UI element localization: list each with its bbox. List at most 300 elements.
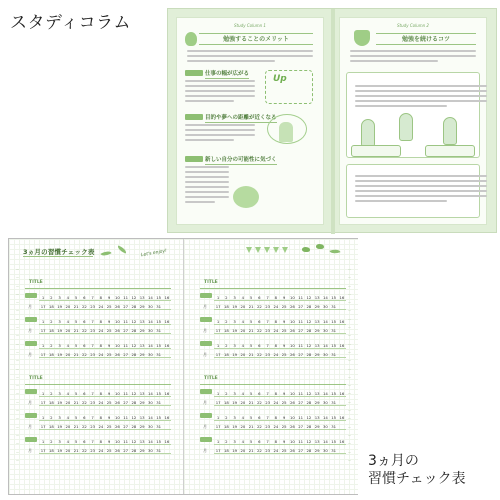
day-cell[interactable]: 26 [289,352,295,357]
day-cell[interactable]: 14 [147,439,153,444]
day-cell[interactable]: 26 [114,304,120,309]
day-cell[interactable]: 17 [215,448,221,453]
day-cell[interactable]: 12 [306,439,312,444]
day-cell[interactable]: 16 [339,439,345,444]
day-cell[interactable]: 27 [123,424,129,429]
day-cell[interactable]: 30 [147,328,153,333]
day-cell[interactable]: 4 [64,295,72,301]
day-cell[interactable]: 1 [214,295,222,301]
day-cell[interactable]: 14 [322,391,328,396]
day-cell[interactable]: 1 [214,343,222,349]
day-cell[interactable]: 17 [215,304,221,309]
day-cell[interactable]: 1 [39,343,47,349]
day-cell[interactable]: 26 [114,328,120,333]
day-cell[interactable]: 17 [215,328,221,333]
day-cell[interactable]: 24 [273,352,279,357]
day-cell[interactable]: 17 [215,400,221,405]
day-cell[interactable]: 11 [123,319,129,324]
day-cell[interactable]: 13 [139,319,145,324]
day-cell[interactable]: 13 [314,343,320,348]
day-cell[interactable]: 1 [214,319,222,325]
day-cell[interactable]: 1 [39,439,47,445]
day-cell[interactable] [163,448,171,454]
day-cell[interactable]: 21 [73,328,79,333]
day-cell[interactable]: 15 [156,439,162,444]
day-cell[interactable]: 20 [65,448,71,453]
day-cell[interactable]: 6 [255,295,263,301]
day-cell[interactable]: 29 [139,424,145,429]
day-cell[interactable]: 10 [114,439,120,444]
day-cell[interactable]: 5 [72,343,80,349]
day-cell[interactable]: 30 [322,328,328,333]
day-cell[interactable]: 10 [114,295,120,300]
day-cell[interactable]: 24 [273,424,279,429]
day-cell[interactable]: 21 [248,352,254,357]
day-cell[interactable]: 16 [339,343,345,348]
day-cell[interactable] [338,304,346,310]
day-cell[interactable]: 2 [222,343,230,349]
day-cell[interactable]: 19 [232,304,238,309]
day-cell[interactable]: 8 [272,415,280,421]
day-cell[interactable]: 30 [147,304,153,309]
day-cell[interactable]: 5 [247,295,255,301]
day-cell[interactable]: 22 [81,400,87,405]
day-cell[interactable]: 28 [131,328,137,333]
day-cell[interactable]: 28 [306,304,312,309]
day-cell[interactable]: 9 [105,415,113,421]
day-cell[interactable]: 7 [264,319,272,325]
day-cell[interactable]: 19 [57,328,63,333]
day-cell[interactable]: 3 [231,343,239,349]
day-cell[interactable]: 30 [322,352,328,357]
day-cell[interactable]: 29 [139,328,145,333]
day-cell[interactable]: 25 [106,328,112,333]
habit-title-field[interactable] [200,279,346,289]
day-cell[interactable]: 5 [72,391,80,397]
day-cell[interactable]: 10 [289,319,295,324]
day-cell[interactable]: 20 [65,424,71,429]
day-cell[interactable]: 18 [48,424,54,429]
day-cell[interactable]: 17 [40,424,46,429]
day-cell[interactable]: 14 [147,295,153,300]
day-cell[interactable]: 23 [265,424,271,429]
day-cell[interactable]: 31 [156,424,162,429]
day-cell[interactable]: 8 [97,415,105,421]
day-cell[interactable]: 11 [298,439,304,444]
day-cell[interactable]: 1 [39,319,47,325]
day-cell[interactable]: 13 [314,295,320,300]
day-cell[interactable]: 19 [57,304,63,309]
day-cell[interactable]: 16 [164,415,170,420]
day-cell[interactable]: 24 [98,352,104,357]
day-cell[interactable]: 16 [164,343,170,348]
day-cell[interactable]: 30 [322,304,328,309]
habit-title-field[interactable] [25,375,171,385]
day-cell[interactable]: 29 [314,448,320,453]
day-cell[interactable]: 5 [72,319,80,325]
day-cell[interactable]: 9 [105,343,113,349]
day-cell[interactable]: 3 [56,319,64,325]
day-cell[interactable]: 30 [322,424,328,429]
day-cell[interactable]: 18 [223,352,229,357]
day-cell[interactable]: 9 [280,343,288,349]
day-cell[interactable]: 9 [105,439,113,445]
day-cell[interactable]: 20 [240,424,246,429]
day-cell[interactable]: 27 [123,400,129,405]
day-cell[interactable]: 19 [57,448,63,453]
day-cell[interactable]: 25 [106,304,112,309]
day-cell[interactable]: 3 [56,343,64,349]
day-cell[interactable]: 12 [131,343,137,348]
day-cell[interactable]: 31 [331,304,337,309]
day-cell[interactable]: 26 [114,448,120,453]
day-cell[interactable]: 22 [81,352,87,357]
day-cell[interactable]: 25 [281,304,287,309]
day-cell[interactable]: 21 [73,424,79,429]
day-cell[interactable]: 20 [240,352,246,357]
day-cell[interactable]: 2 [47,415,55,421]
day-cell[interactable]: 5 [72,295,80,301]
day-cell[interactable]: 22 [81,328,87,333]
day-cell[interactable]: 28 [306,352,312,357]
day-cell[interactable]: 19 [232,352,238,357]
day-cell[interactable]: 2 [47,391,55,397]
day-cell[interactable]: 31 [156,400,162,405]
day-cell[interactable]: 23 [265,400,271,405]
day-cell[interactable]: 16 [164,439,170,444]
day-cell[interactable]: 20 [240,328,246,333]
day-cell[interactable]: 14 [322,295,328,300]
day-cell[interactable]: 11 [298,319,304,324]
day-cell[interactable]: 16 [164,319,170,324]
day-cell[interactable]: 25 [106,424,112,429]
day-cell[interactable]: 21 [248,328,254,333]
day-cell[interactable]: 29 [139,400,145,405]
day-cell[interactable]: 4 [64,439,72,445]
day-cell[interactable]: 7 [89,415,97,421]
day-cell[interactable]: 23 [265,328,271,333]
day-cell[interactable]: 23 [90,424,96,429]
day-cell[interactable]: 5 [247,391,255,397]
day-cell[interactable]: 25 [106,352,112,357]
day-cell[interactable]: 9 [280,295,288,301]
day-cell[interactable]: 9 [105,319,113,325]
day-cell[interactable]: 6 [255,391,263,397]
day-cell[interactable]: 1 [214,439,222,445]
day-cell[interactable]: 25 [281,424,287,429]
day-cell[interactable]: 14 [322,343,328,348]
day-cell[interactable]: 11 [298,295,304,300]
day-cell[interactable]: 19 [232,424,238,429]
day-cell[interactable]: 15 [156,391,162,396]
day-cell[interactable]: 6 [255,343,263,349]
day-cell[interactable]: 29 [314,424,320,429]
day-cell[interactable]: 18 [48,352,54,357]
day-cell[interactable]: 31 [331,352,337,357]
day-cell[interactable]: 3 [56,439,64,445]
day-cell[interactable]: 3 [231,415,239,421]
day-cell[interactable]: 27 [123,352,129,357]
day-cell[interactable]: 30 [322,400,328,405]
day-cell[interactable]: 9 [105,295,113,301]
day-cell[interactable]: 21 [73,304,79,309]
day-cell[interactable]: 3 [231,391,239,397]
day-cell[interactable]: 13 [139,295,145,300]
day-cell[interactable]: 15 [331,415,337,420]
day-cell[interactable]: 23 [90,448,96,453]
day-cell[interactable]: 6 [255,319,263,325]
day-cell[interactable]: 10 [114,319,120,324]
day-cell[interactable]: 3 [56,295,64,301]
day-cell[interactable]: 30 [147,424,153,429]
day-cell[interactable]: 13 [314,391,320,396]
day-cell[interactable]: 12 [131,439,137,444]
day-cell[interactable]: 29 [139,352,145,357]
day-cell[interactable]: 23 [90,304,96,309]
day-cell[interactable] [338,400,346,406]
day-cell[interactable]: 12 [131,319,137,324]
day-cell[interactable]: 4 [239,319,247,325]
day-cell[interactable]: 4 [64,415,72,421]
day-cell[interactable]: 21 [248,448,254,453]
day-cell[interactable]: 19 [232,400,238,405]
day-cell[interactable]: 10 [114,391,120,396]
day-cell[interactable]: 22 [81,304,87,309]
day-cell[interactable]: 21 [73,448,79,453]
day-cell[interactable]: 28 [306,328,312,333]
day-cell[interactable] [163,352,171,358]
day-cell[interactable]: 1 [39,295,47,301]
day-cell[interactable]: 15 [331,295,337,300]
day-cell[interactable]: 13 [139,343,145,348]
day-cell[interactable]: 29 [314,352,320,357]
habit-title-field[interactable] [25,279,171,289]
day-cell[interactable]: 29 [139,304,145,309]
day-cell[interactable]: 4 [239,439,247,445]
day-cell[interactable]: 3 [56,415,64,421]
day-cell[interactable]: 22 [256,400,262,405]
day-cell[interactable]: 8 [97,439,105,445]
day-cell[interactable]: 7 [89,319,97,325]
day-cell[interactable]: 18 [223,424,229,429]
day-cell[interactable]: 4 [64,391,72,397]
day-cell[interactable]: 16 [164,295,170,300]
day-cell[interactable]: 8 [272,391,280,397]
day-cell[interactable]: 27 [123,328,129,333]
day-cell[interactable]: 23 [265,448,271,453]
day-cell[interactable]: 3 [231,319,239,325]
day-cell[interactable]: 22 [256,304,262,309]
day-cell[interactable]: 4 [239,391,247,397]
day-cell[interactable]: 12 [306,295,312,300]
day-cell[interactable]: 28 [306,448,312,453]
day-cell[interactable]: 19 [57,400,63,405]
day-cell[interactable]: 10 [289,415,295,420]
day-cell[interactable]: 31 [331,448,337,453]
day-cell[interactable]: 22 [256,352,262,357]
day-cell[interactable]: 20 [65,328,71,333]
day-cell[interactable]: 26 [289,448,295,453]
day-cell[interactable]: 6 [80,391,88,397]
day-cell[interactable]: 7 [89,295,97,301]
day-cell[interactable]: 8 [97,319,105,325]
day-cell[interactable]: 25 [281,328,287,333]
day-cell[interactable]: 26 [114,424,120,429]
day-cell[interactable]: 10 [289,343,295,348]
day-cell[interactable]: 29 [314,328,320,333]
habit-title-field[interactable] [200,375,346,385]
day-cell[interactable] [163,304,171,310]
day-cell[interactable]: 19 [232,448,238,453]
day-cell[interactable]: 8 [272,319,280,325]
day-cell[interactable]: 19 [232,328,238,333]
day-cell[interactable]: 7 [264,343,272,349]
day-cell[interactable]: 20 [65,400,71,405]
day-cell[interactable]: 13 [139,439,145,444]
day-cell[interactable]: 20 [65,304,71,309]
day-cell[interactable]: 2 [222,439,230,445]
day-cell[interactable]: 12 [306,343,312,348]
day-cell[interactable]: 24 [273,304,279,309]
day-cell[interactable]: 30 [147,352,153,357]
day-cell[interactable]: 17 [40,328,46,333]
day-cell[interactable]: 6 [80,295,88,301]
day-cell[interactable]: 28 [131,448,137,453]
day-cell[interactable]: 9 [280,391,288,397]
day-cell[interactable]: 7 [264,295,272,301]
day-cell[interactable]: 8 [97,391,105,397]
day-cell[interactable]: 2 [222,295,230,301]
day-cell[interactable]: 19 [57,424,63,429]
day-cell[interactable]: 1 [39,415,47,421]
day-cell[interactable]: 14 [322,319,328,324]
day-cell[interactable]: 15 [156,343,162,348]
day-cell[interactable]: 27 [298,400,304,405]
day-cell[interactable]: 24 [98,328,104,333]
day-cell[interactable] [338,352,346,358]
day-cell[interactable]: 30 [322,448,328,453]
day-cell[interactable]: 29 [314,304,320,309]
day-cell[interactable]: 8 [97,295,105,301]
day-cell[interactable]: 31 [331,400,337,405]
day-cell[interactable]: 21 [73,352,79,357]
day-cell[interactable]: 13 [314,319,320,324]
day-cell[interactable]: 26 [114,400,120,405]
day-cell[interactable]: 26 [289,304,295,309]
day-cell[interactable]: 15 [156,295,162,300]
day-cell[interactable]: 18 [48,448,54,453]
day-cell[interactable]: 31 [331,424,337,429]
day-cell[interactable]: 1 [214,415,222,421]
day-cell[interactable]: 11 [298,391,304,396]
day-cell[interactable]: 2 [47,295,55,301]
day-cell[interactable]: 24 [273,448,279,453]
day-cell[interactable]: 10 [114,343,120,348]
day-cell[interactable]: 25 [281,352,287,357]
day-cell[interactable]: 9 [105,391,113,397]
day-cell[interactable]: 3 [56,391,64,397]
day-cell[interactable]: 8 [272,295,280,301]
day-cell[interactable]: 20 [240,304,246,309]
day-cell[interactable]: 14 [147,391,153,396]
day-cell[interactable]: 12 [306,415,312,420]
day-cell[interactable]: 6 [255,415,263,421]
day-cell[interactable]: 25 [106,448,112,453]
day-cell[interactable]: 7 [264,439,272,445]
day-cell[interactable] [163,424,171,430]
day-cell[interactable]: 29 [139,448,145,453]
day-cell[interactable]: 1 [214,391,222,397]
day-cell[interactable]: 12 [131,391,137,396]
day-cell[interactable]: 27 [298,328,304,333]
day-cell[interactable]: 15 [331,343,337,348]
day-cell[interactable]: 19 [57,352,63,357]
day-cell[interactable]: 23 [90,352,96,357]
day-cell[interactable]: 15 [156,319,162,324]
day-cell[interactable]: 31 [156,448,162,453]
day-cell[interactable]: 2 [222,319,230,325]
day-cell[interactable]: 10 [114,415,120,420]
day-cell[interactable]: 20 [240,400,246,405]
day-cell[interactable]: 30 [147,448,153,453]
day-cell[interactable]: 24 [98,400,104,405]
day-cell[interactable]: 7 [89,391,97,397]
day-cell[interactable]: 24 [98,304,104,309]
day-cell[interactable]: 11 [298,415,304,420]
day-cell[interactable]: 27 [298,304,304,309]
day-cell[interactable]: 23 [265,352,271,357]
day-cell[interactable]: 6 [80,439,88,445]
day-cell[interactable]: 2 [222,415,230,421]
day-cell[interactable]: 5 [247,439,255,445]
day-cell[interactable]: 16 [339,295,345,300]
day-cell[interactable]: 26 [114,352,120,357]
day-cell[interactable]: 4 [64,319,72,325]
day-cell[interactable]: 6 [255,439,263,445]
day-cell[interactable]: 12 [306,319,312,324]
day-cell[interactable]: 31 [331,328,337,333]
day-cell[interactable]: 17 [40,448,46,453]
day-cell[interactable]: 18 [223,448,229,453]
day-cell[interactable]: 28 [306,424,312,429]
day-cell[interactable]: 7 [264,415,272,421]
day-cell[interactable]: 5 [247,319,255,325]
day-cell[interactable]: 15 [156,415,162,420]
day-cell[interactable]: 11 [123,439,129,444]
day-cell[interactable]: 30 [147,400,153,405]
day-cell[interactable]: 6 [80,343,88,349]
day-cell[interactable]: 9 [280,439,288,445]
day-cell[interactable]: 4 [239,295,247,301]
day-cell[interactable]: 22 [81,448,87,453]
day-cell[interactable]: 31 [156,304,162,309]
day-cell[interactable]: 18 [48,328,54,333]
day-cell[interactable]: 13 [139,415,145,420]
day-cell[interactable]: 17 [215,352,221,357]
day-cell[interactable]: 4 [239,415,247,421]
day-cell[interactable] [163,328,171,334]
day-cell[interactable]: 10 [289,295,295,300]
day-cell[interactable]: 7 [89,439,97,445]
day-cell[interactable]: 11 [123,391,129,396]
day-cell[interactable] [338,424,346,430]
day-cell[interactable]: 24 [273,400,279,405]
day-cell[interactable]: 15 [331,319,337,324]
day-cell[interactable] [338,328,346,334]
day-cell[interactable]: 6 [80,415,88,421]
day-cell[interactable]: 28 [131,352,137,357]
day-cell[interactable]: 17 [40,400,46,405]
